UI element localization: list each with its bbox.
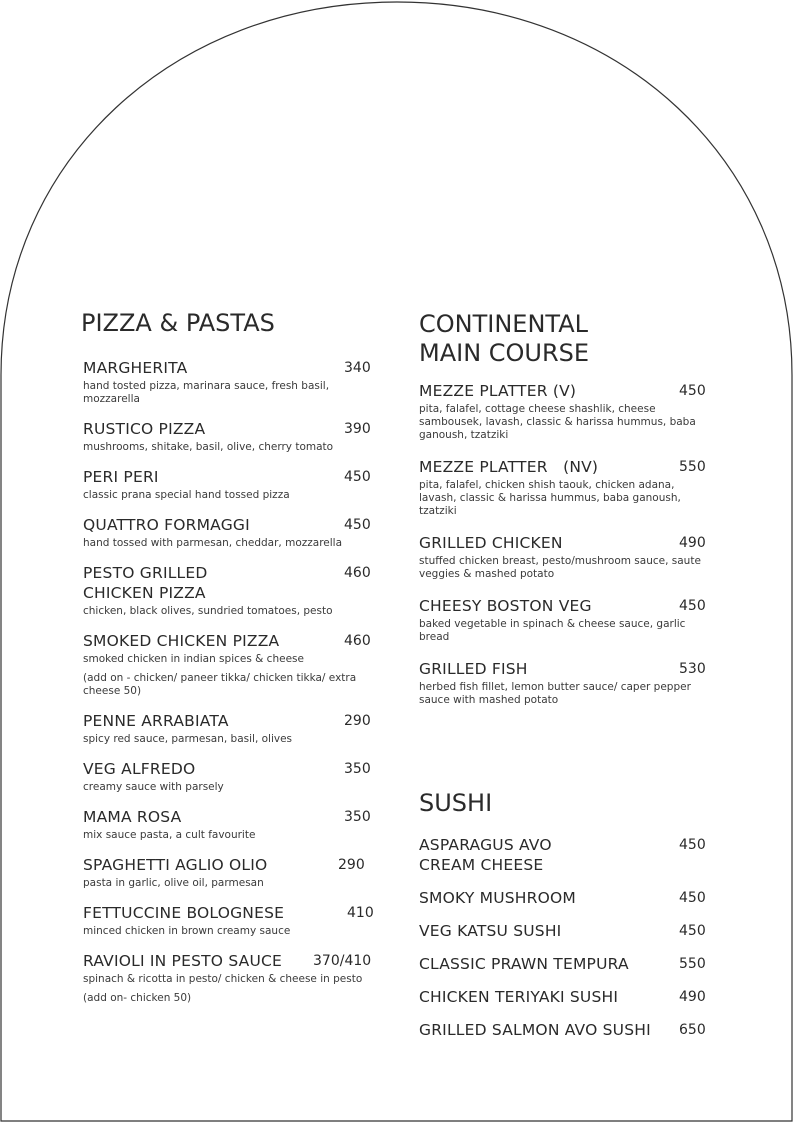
item-name: MEZZE PLATTER (NV): [419, 458, 599, 476]
item-price: 450: [679, 383, 706, 399]
item-description: stuffed chicken breast, pesto/mushroom sauce, saute veggies & mashed potato: [419, 555, 701, 580]
item-description: baked vegetable in spinach & cheese sauce, garlic bread: [419, 618, 686, 643]
item-description: mushrooms, shitake, basil, olive, cherry tomato: [83, 441, 334, 453]
item-addon-note: (add on- chicken 50): [83, 992, 192, 1004]
item-description: spinach & ricotta in pesto/ chicken & cheese in pesto: [83, 973, 363, 985]
menu-item: [419, 1020, 709, 1040]
item-price: 390: [344, 421, 371, 437]
item-name: SMOKY MUSHROOM: [419, 889, 576, 907]
item-name: MARGHERITA: [83, 359, 188, 377]
item-description: pita, falafel, chicken shish taouk, chicken adana, lavash, classic & harissa hummus, baba ganoush, tzatziki: [419, 479, 681, 517]
menu-item: [83, 563, 373, 618]
section-title-sushi: SUSHI: [419, 789, 493, 817]
item-name: PERI PERI: [83, 468, 159, 486]
menu-item: [83, 855, 373, 890]
item-price: 340: [344, 360, 371, 376]
item-name: CHEESY BOSTON VEG: [419, 597, 592, 615]
item-name: SPAGHETTI AGLIO OLIO: [83, 856, 268, 874]
menu-item: [419, 954, 709, 974]
menu-item: [83, 807, 373, 842]
menu-item: [419, 888, 709, 908]
item-price: 550: [679, 956, 706, 972]
menu-item: [83, 358, 373, 406]
section-title-line1: CONTINENTAL: [419, 310, 588, 338]
menu-item: [419, 596, 709, 644]
section-title-line2: MAIN COURSE: [419, 339, 590, 367]
item-name: MAMA ROSA: [83, 808, 182, 826]
item-name: GRILLED CHICKEN: [419, 534, 563, 552]
item-addon-note: (add on - chicken/ paneer tikka/ chicken tikka/ extra cheese 50): [83, 672, 357, 697]
menu-item: [83, 759, 373, 794]
menu-item: [419, 533, 709, 581]
menu-item: [83, 951, 373, 1005]
item-name: PESTO GRILLED CHICKEN PIZZA: [83, 564, 208, 602]
menu-item: [419, 381, 709, 442]
item-price: 490: [679, 535, 706, 551]
item-name: FETTUCCINE BOLOGNESE: [83, 904, 285, 922]
item-description: creamy sauce with parsely: [83, 781, 224, 793]
item-description: minced chicken in brown creamy sauce: [83, 925, 291, 937]
item-description: spicy red sauce, parmesan, basil, olives: [83, 733, 293, 745]
menu-item: [419, 921, 709, 941]
item-price: 450: [679, 598, 706, 614]
item-price: 650: [679, 1022, 706, 1038]
menu-item: [83, 467, 373, 502]
item-name: RUSTICO PIZZA: [83, 420, 206, 438]
item-name: PENNE ARRABIATA: [83, 712, 229, 730]
item-description: hand tossed with parmesan, cheddar, mozzarella: [83, 537, 343, 549]
item-name: ASPARAGUS AVO CREAM CHEESE: [419, 836, 552, 874]
item-price: 290: [338, 857, 365, 873]
sushi-section: [419, 789, 709, 1053]
item-description: hand tosted pizza, marinara sauce, fresh basil, mozzarella: [83, 380, 330, 405]
continental-section: [419, 310, 709, 707]
item-price: 450: [679, 890, 706, 906]
item-price: 530: [679, 661, 706, 677]
item-description: pasta in garlic, olive oil, parmesan: [83, 877, 264, 889]
right-column: [419, 310, 709, 722]
menu-item: [83, 903, 373, 938]
item-price: 370/410: [313, 953, 372, 969]
item-name: VEG KATSU SUSHI: [419, 922, 562, 940]
item-name: VEG ALFREDO: [83, 760, 196, 778]
item-description: pita, falafel, cottage cheese shashlik, cheese sambousek, lavash, classic & harissa hummus, baba ganoush, tzatziki: [419, 403, 696, 441]
item-description: mix sauce pasta, a cult favourite: [83, 829, 256, 841]
menu-item: [419, 987, 709, 1007]
menu-item: [83, 419, 373, 454]
item-price: 550: [679, 459, 706, 475]
item-name: GRILLED FISH: [419, 660, 528, 678]
menu-item: [83, 515, 373, 550]
item-price: 460: [344, 633, 371, 649]
section-title-pizza: PIZZA & PASTAS: [81, 309, 275, 337]
item-price: 450: [344, 517, 371, 533]
item-name: CHICKEN TERIYAKI SUSHI: [419, 988, 619, 1006]
menu-item: [419, 835, 709, 875]
item-name: QUATTRO FORMAGGI: [83, 516, 250, 534]
item-description: smoked chicken in indian spices & cheese: [83, 653, 304, 665]
item-name: MEZZE PLATTER (V): [419, 382, 577, 400]
item-price: 460: [344, 565, 371, 581]
item-name: RAVIOLI IN PESTO SAUCE: [83, 952, 283, 970]
item-price: 450: [344, 469, 371, 485]
item-price: 450: [679, 837, 706, 853]
item-price: 490: [679, 989, 706, 1005]
item-description: chicken, black olives, sundried tomatoes, pesto: [83, 605, 333, 617]
item-name: SMOKED CHICKEN PIZZA: [83, 632, 280, 650]
item-name: GRILLED SALMON AVO SUSHI: [419, 1021, 651, 1039]
menu-item: [83, 631, 373, 698]
pizza-pastas-section: [83, 309, 373, 1018]
section-title-continental: [419, 310, 709, 368]
item-price: 290: [344, 713, 371, 729]
item-price: 350: [344, 761, 371, 777]
item-price: 450: [679, 923, 706, 939]
item-description: classic prana special hand tossed pizza: [83, 489, 290, 501]
item-description: herbed fish fillet, lemon butter sauce/ caper pepper sauce with mashed potato: [419, 681, 691, 706]
menu-item: [419, 659, 709, 707]
item-name: CLASSIC PRAWN TEMPURA: [419, 955, 629, 973]
item-price: 350: [344, 809, 371, 825]
item-price: 410: [347, 905, 374, 921]
menu-item: [419, 457, 709, 518]
menu-item: [83, 711, 373, 746]
